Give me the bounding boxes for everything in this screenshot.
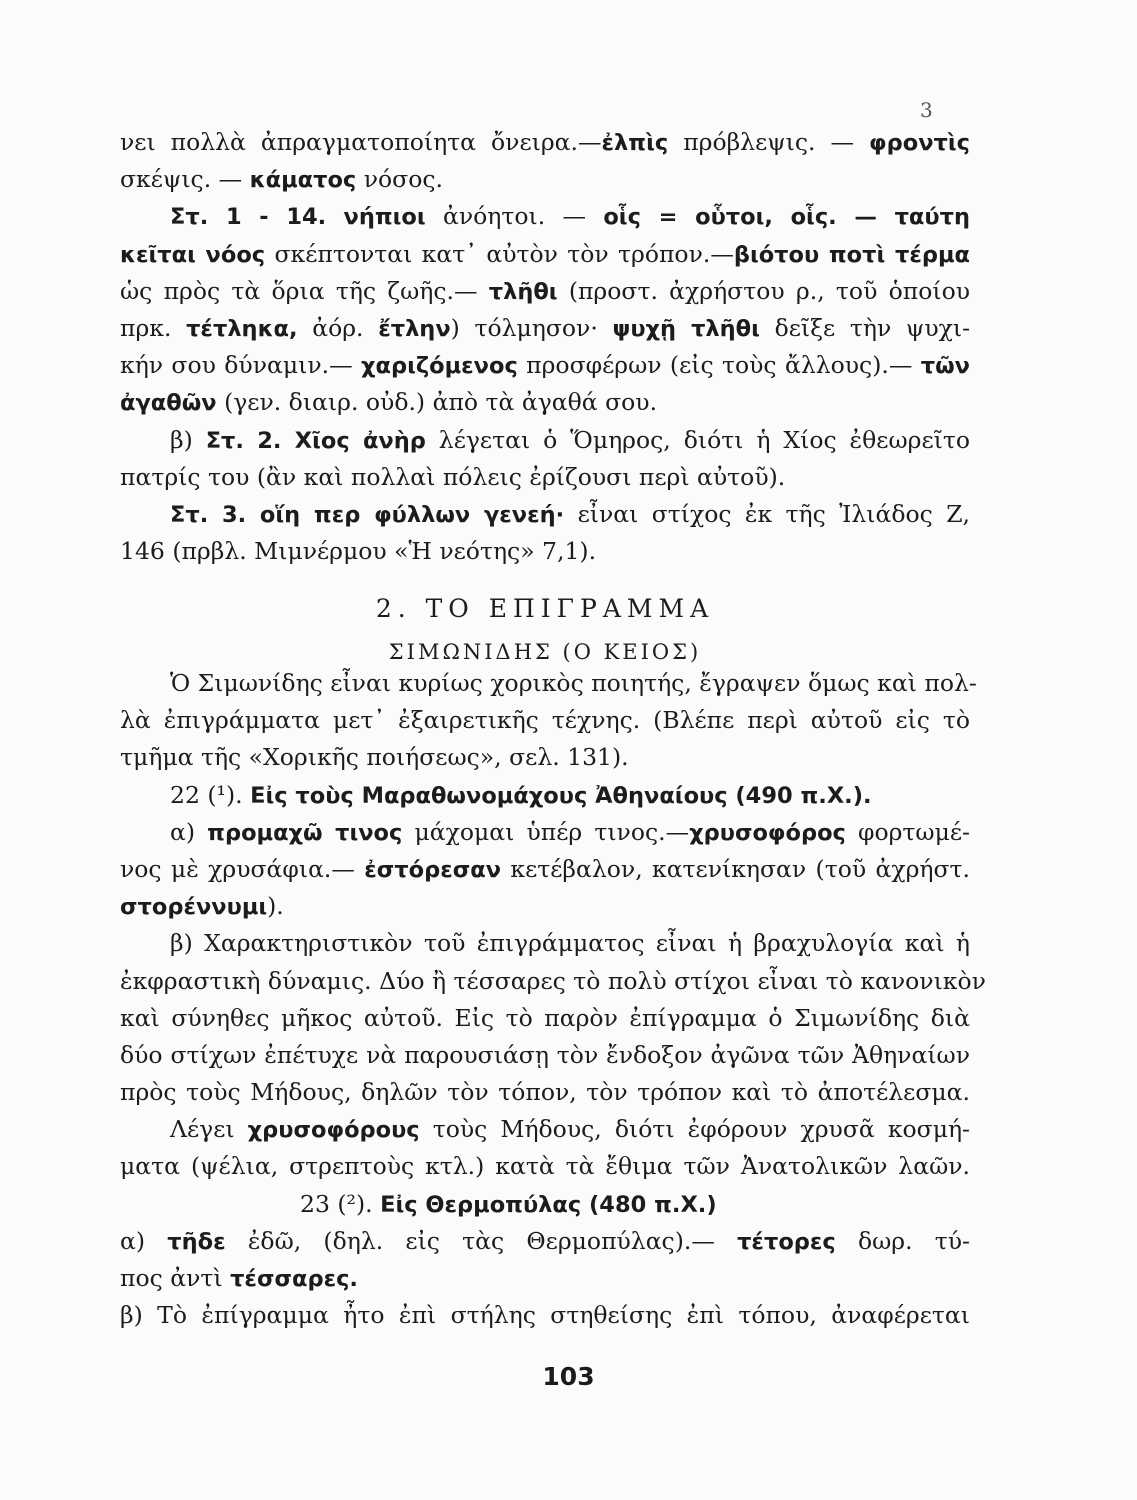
- line-text: (γεν. διαιρ. οὐδ.) ἀπὸ τὰ ἀγαθά σου.: [216, 388, 658, 417]
- line-text: (προστ. ἀχρήστου ρ., τοῦ ὁποίου: [557, 276, 971, 305]
- bold-term: τῆδε: [167, 1228, 226, 1255]
- text-line: [120, 665, 977, 702]
- bold-term: ἐλπὶς: [601, 130, 669, 156]
- bold-term: κεῖται νόος: [120, 241, 266, 268]
- text-line: [120, 533, 970, 570]
- bold-term: Εἰς τοὺς Μαραθωνομάχους Ἀθηναίους (490 π.Χ.).: [250, 782, 872, 809]
- bold-term: τέτληκα,: [186, 315, 298, 342]
- line-text: λὰ ἐπιγράμματα μετ᾽ ἐξαιρετικῆς τέχνης. (Βλέπε περὶ αὐτοῦ εἰς τὸ: [120, 706, 970, 735]
- line-text: εἶναι στίχος ἐκ τῆς Ἰλιάδος Ζ,: [564, 499, 970, 528]
- line-text: κήν σου δύναμιν.—: [120, 351, 361, 380]
- line-text: δύο στίχων ἐπέτυχε νὰ παρουσιάσῃ τὸν ἔνδοξον ἀγῶνα τῶν Ἀθηναίων: [120, 1040, 970, 1069]
- line-text: [326, 202, 343, 230]
- line-text: ἀόρ.: [297, 313, 379, 342]
- line-text: νει πολλὰ ἀπραγματοποίητα ὄνειρα.—: [120, 128, 602, 156]
- text-line: [120, 1260, 970, 1297]
- bold-term: οἷς = οὗτοι, οἷς. — ταύτη: [603, 204, 970, 231]
- text-line: [120, 384, 970, 421]
- bold-term: τέσσαρες.: [230, 1266, 358, 1292]
- bold-term: ἀγαθῶν: [120, 390, 217, 417]
- line-text: β) Χαρακτηριστικὸν τοῦ ἐπιγράμματος εἶναι ἡ βραχυλογία καὶ ἡ: [170, 929, 970, 958]
- line-text: ματα (ψέλια, στρεπτοὺς κτλ.) κατὰ τὰ ἔθιμα τῶν Ἀνατολικῶν λαῶν.: [120, 1152, 970, 1181]
- text-line: [120, 236, 970, 273]
- text-line: [120, 124, 970, 161]
- line-text: ὡς πρὸς τὰ ὅρια τῆς ζωῆς.—: [120, 276, 489, 305]
- bold-term: στορέννυμι: [120, 894, 268, 921]
- line-text: 23 (²).: [300, 1189, 381, 1218]
- text-line: [120, 310, 970, 347]
- text-line: [120, 739, 970, 776]
- line-text: προσφέρων (εἰς τοὺς ἄλλους).—: [517, 351, 921, 380]
- page-number: 103: [542, 1362, 595, 1391]
- bold-term: χρυσοφόρος: [689, 819, 846, 846]
- line-text: ἐκφραστικὴ δύναμις. Δύο ἢ τέσσαρες τὸ πολὺ στίχοι εἶναι τὸ κανονικὸν: [120, 966, 986, 995]
- text-line: [120, 888, 970, 925]
- text-line: [120, 1186, 970, 1223]
- line-text: δεῖξε τὴν ψυχι-: [759, 313, 971, 342]
- text-line: [120, 925, 970, 962]
- bold-term: Εἰς Θερμοπύλας (480 π.Χ.): [380, 1191, 717, 1218]
- line-text: πρόβλεψις. —: [668, 128, 870, 156]
- line-text: σκέψις. —: [120, 165, 250, 194]
- text-line: [120, 814, 970, 851]
- commentary-top: [120, 124, 970, 570]
- bold-term: κάματος: [249, 167, 357, 194]
- line-text: ἀνόητοι. —: [425, 202, 604, 231]
- line-text: τοὺς Μήδους, διότι ἐφόρουν χρυσᾶ κοσμή-: [419, 1115, 970, 1144]
- line-text: μάχομαι ὑπέρ τινος.—: [402, 817, 690, 846]
- text-line: [120, 702, 970, 739]
- line-text: ἐδῶ, (δηλ. εἰς τὰς Θερμοπύλας).—: [225, 1226, 738, 1255]
- line-text: 22 (¹).: [170, 780, 251, 809]
- text-line: [120, 459, 970, 496]
- line-text: δωρ. τύ-: [835, 1226, 970, 1255]
- bold-term: τῶν: [920, 353, 970, 380]
- line-text: β): [170, 425, 206, 454]
- line-text: 146 (πρβλ. Μιμνέρμου «Ἡ νεότης» 7,1).: [120, 537, 597, 566]
- bold-term: ἔτλην: [378, 315, 451, 342]
- text-line: [120, 1000, 970, 1037]
- section-header: [120, 576, 970, 678]
- line-text: β) Τὸ ἐπίγραμμα ἦτο ἐπὶ στήλης στηθείσης ἐπὶ τόπου, ἀναφέρεται: [120, 1301, 970, 1330]
- line-text: λέγεται ὁ Ὅμηρος, διότι ἡ Χίος ἐθεωρεῖτο: [425, 425, 971, 454]
- corner-mark: 3: [920, 98, 933, 122]
- text-line: [120, 1037, 970, 1074]
- line-text: τμῆμα τῆς «Χορικῆς ποιήσεως», σελ. 131).: [120, 743, 629, 772]
- line-text: Λέγει: [170, 1115, 248, 1144]
- line-text: φορτωμέ-: [845, 817, 970, 846]
- section-subtitle: ΣΙΜΩΝΙΔΗΣ (Ο ΚΕΙΟΣ): [388, 640, 702, 664]
- line-text: κετέβαλον, κατενίκησαν (τοῦ ἀχρήστ.: [501, 854, 970, 883]
- text-line: [120, 161, 970, 198]
- line-text: νόσος.: [356, 165, 443, 194]
- text-line: [120, 198, 970, 235]
- line-text: α): [170, 817, 208, 846]
- bold-term: χαριζόμενος: [361, 353, 518, 380]
- line-text: ) τόλμησον·: [450, 313, 613, 342]
- line-text: α): [120, 1226, 168, 1255]
- bold-term: φροντὶς: [869, 130, 971, 156]
- bold-term: νήπιοι: [343, 204, 426, 231]
- bold-term: ψυχῇ τλῆθι: [612, 315, 760, 342]
- bold-term: τλῆθι: [488, 278, 558, 305]
- section-title: 2. ΤΟ ΕΠΙΓΡΑΜΜΑ: [375, 594, 715, 623]
- text-line: [120, 496, 970, 533]
- line-text: πρὸς τοὺς Μήδους, δηλῶν τὸν τόπον, τὸν τρόπον καὶ τὸ ἀποτέλεσμα.: [120, 1078, 970, 1107]
- bold-term: Στ. 1 - 14.: [170, 204, 327, 231]
- text-line: [120, 273, 970, 310]
- text-line: [120, 422, 970, 459]
- bold-term: χρυσοφόρους: [247, 1117, 420, 1144]
- text-line: [120, 347, 970, 384]
- bold-term: Στ. 3. οἵη περ φύλλων γενεή·: [170, 501, 565, 528]
- line-text: πρκ.: [120, 313, 187, 342]
- text-line: [120, 1111, 970, 1148]
- line-text: Ὁ Σιμωνίδης εἶναι κυρίως χορικὸς ποιητής, ἔγραψεν ὅμως καὶ πολ-: [170, 669, 977, 697]
- bold-term: προμαχῶ τινος: [207, 819, 403, 846]
- text-line: [120, 1074, 970, 1111]
- line-text: νος μὲ χρυσάφια.—: [120, 854, 365, 883]
- bold-term: τέτορες: [737, 1228, 836, 1255]
- text-line: [120, 963, 986, 1000]
- line-text: καὶ σύνηθες μῆκος αὐτοῦ. Εἰς τὸ παρὸν ἐπίγραμμα ὁ Σιμωνίδης διὰ: [120, 1003, 970, 1032]
- line-text: πος ἀντὶ: [120, 1264, 231, 1292]
- text-line: [120, 1297, 970, 1334]
- line-text: σκέπτονται κατ᾽ αὐτὸν τὸν τρόπον.—: [265, 239, 734, 268]
- commentary-epigram: [120, 665, 986, 1334]
- line-text: ).: [267, 892, 284, 921]
- line-text: πατρίς του (ἂν καὶ πολλαὶ πόλεις ἐρίζουσι περὶ αὐτοῦ).: [120, 462, 786, 491]
- text-line: [120, 1223, 970, 1260]
- text-line: [120, 851, 970, 888]
- text-line: [120, 1148, 970, 1185]
- text-line: [120, 777, 970, 814]
- bold-term: ἐστόρεσαν: [364, 856, 502, 883]
- bold-term: βιότου ποτὶ τέρμα: [733, 241, 970, 268]
- bold-term: Στ. 2. Χῖος ἀνὴρ: [205, 427, 426, 454]
